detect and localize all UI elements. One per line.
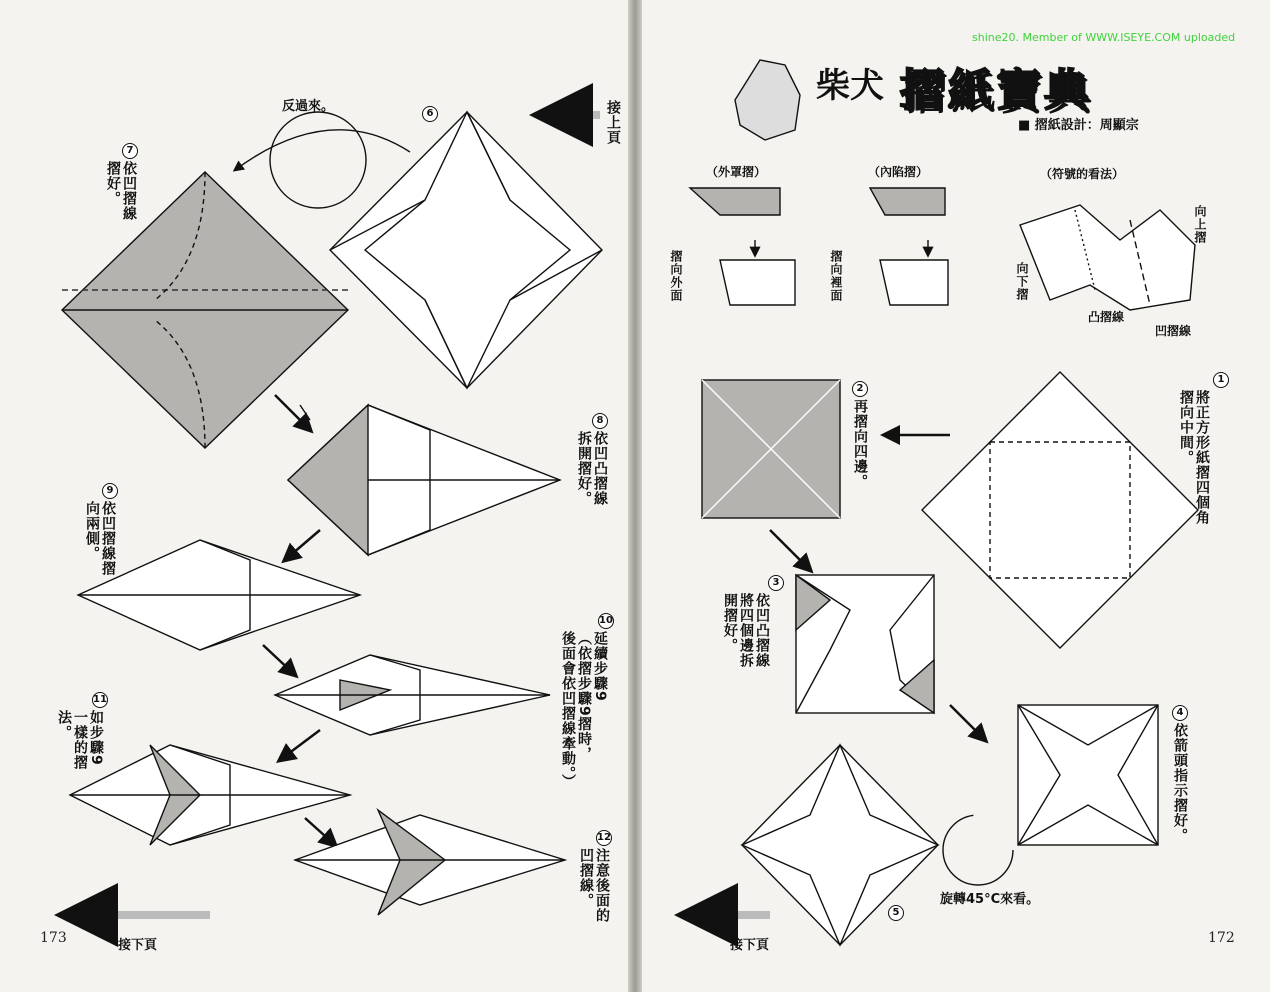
symbol-sheet [1020,205,1195,310]
legend-concave: 凹摺線 [1155,324,1192,338]
step6-diagram [330,112,602,388]
title-emphasis: 摺紙寶典 [900,65,1092,116]
legend-inner-fold: （內陷摺） [868,165,929,179]
watermark: shine20. Member of WWW.ISEYE.COM uploaded [972,31,1236,44]
flip-label: 反過來。 [282,99,335,114]
step3-text: 依凹凸摺線 將四個邊拆 開摺好。 [722,593,770,668]
step6-number: 6 [422,106,438,122]
legend-fold-in: 摺向裡面 [829,250,843,302]
step11-text: 如步驟9 一樣的摺 法。 [56,710,104,770]
step7-text: 依凹摺線 摺好。 [105,161,137,221]
rotate-label: 旋轉45°C來看。 [940,892,1040,907]
legend-down-fold: 向下摺 [1015,262,1029,301]
step8-text: 依凹凸摺線 拆開摺好。 [576,431,608,506]
step2-text: 再摺向四邊。 [852,399,868,489]
step12-text: 注意後面的 凹摺線。 [578,848,610,923]
rotate-circle [943,815,1013,885]
step5-diagram [742,745,938,945]
step4-diagram [1018,705,1158,845]
legend-convex: 凸摺線 [1088,310,1125,324]
step1-diagram [922,372,1198,648]
step1-text: 將正方形紙摺四個角 摺向中間。 [1178,390,1210,525]
title-main: 柴犬 [816,66,884,106]
legend-up-fold: 向上摺 [1193,205,1207,244]
continue-next-right: 接下頁 [730,938,770,953]
designer-credit: ■ 摺紙設計：周顯宗 [1018,118,1139,133]
step2-number: 2 [852,381,868,397]
step11-number: 11 [92,692,108,708]
step12-number: 12 [596,830,612,846]
flip-circle [270,112,366,208]
step4-text: 依箭頭指示摺好。 [1172,723,1188,843]
legend-symbols: （符號的看法） [1040,167,1125,181]
step9-text: 依凹摺線摺 向兩側。 [84,501,116,576]
step7-number: 7 [122,143,138,159]
step8-number: 8 [592,413,608,429]
legend-fold-out: 摺向外面 [669,250,683,302]
dog-logo [735,60,800,140]
step4-number: 4 [1172,705,1188,721]
step10-text: 延續步驟9 （依摺步驟9摺時， 後面會依凹摺線牽動。） [560,631,608,789]
continue-prev-label: 接上頁 [605,100,621,145]
legend-outer-fold: （外罩摺） [706,165,767,179]
continue-next-left: 接下頁 [118,938,158,953]
step9-number: 9 [102,483,118,499]
step3-number: 3 [768,575,784,591]
step1-number: 1 [1213,372,1229,388]
page-number-left: 173 [40,930,67,946]
page-number-right: 172 [1208,930,1235,946]
step10-number: 10 [598,613,614,629]
step5-number: 5 [888,905,904,921]
